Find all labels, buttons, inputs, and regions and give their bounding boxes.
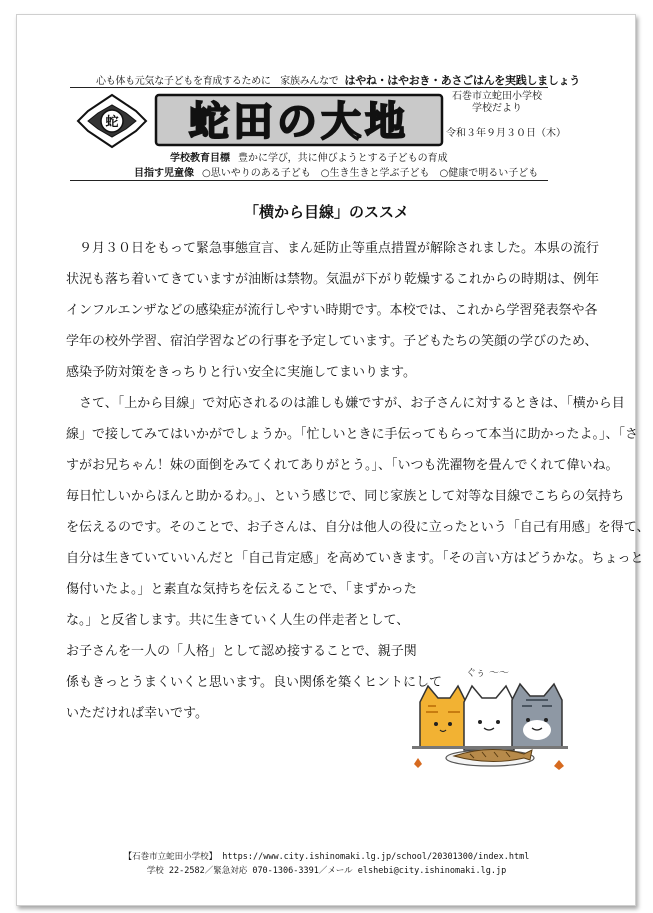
body-line: 傷付いたよ。」と素直な気持ちを伝えることで、「まずかった [66, 582, 417, 597]
body-line: な。」と反省します。共に生きていく人生の伴走者として、 [66, 613, 410, 628]
body-line: ９月３０日をもって緊急事態宣言、まん延防止等重点措置が解除されました。本県の流行 [66, 241, 600, 256]
school-emblem-icon [78, 95, 146, 147]
white-cat-icon [464, 686, 514, 750]
ideal-child [134, 164, 548, 179]
leaf-icon [414, 758, 422, 768]
grilled-fish-icon [446, 749, 534, 766]
footer-url: 【石巻市立蛇田小学校】 https://www.city.ishinomaki.lg.jp/school/20301300/index.html [123, 852, 530, 862]
body-line: 状況も落ち着いてきていますが油断は禁物。気温が下がり乾燥するこれからの時期は、例年 [66, 272, 600, 287]
school-name: 石巻市立蛇田小学校 [452, 91, 542, 102]
table-edge [412, 746, 568, 749]
cats-fish-illustration [404, 640, 572, 782]
body-line: 学年の校外学習、宿泊学習などの行事を予定しています。子どもたちの笑顔の学びのため、 [66, 334, 598, 349]
body-line: すがお兄ちゃん！妹の面倒をみてくれてありがとう。」、「いつも洗濯物を畳んでくれて偉いね。 [66, 458, 619, 473]
goal-label: 学校教育目標 [170, 153, 230, 164]
header-top-rule [70, 87, 548, 88]
header-tagline [96, 72, 580, 88]
child-item: ○思いやりのある子ども [202, 168, 311, 179]
body-line: 係もきっとうまくいくと思います。良い関係を築くヒントにして [66, 675, 442, 690]
masthead-title: 蛇田の大地 [189, 99, 409, 145]
tagline-bold: はやね・はやおき・あさごはんを実践しましょう [344, 74, 580, 87]
emblem-char: 蛇 [105, 115, 119, 130]
body-line: を伝えるのです。そのことで、お子さんは、自分は他人の役に立ったという「自己有用感」を得て、 [66, 520, 650, 535]
body-line: 線」で接してみてはいかがでしょうか。「忙しいときに手伝ってもらって本当に助かったよ。」、「さ [66, 427, 639, 442]
school-goal [170, 149, 448, 164]
goal-text: 豊かに学び，共に伸びようとする子どもの育成 [238, 153, 448, 164]
article-title: 「横から目線」のススメ [243, 203, 409, 221]
newsletter-label: 学校だより [472, 103, 522, 114]
child-item: ○健康で明るい子ども [439, 168, 539, 179]
stomach-growl-text: ぐぅ 〜〜 [466, 668, 509, 679]
orange-cat-icon [420, 686, 466, 748]
body-line: 自分は生きていていいんだと「自己肯定感」を高めていきます。「その言い方はどうかな。ちょっと [66, 551, 644, 566]
school-info [452, 91, 542, 115]
child-label: 目指す児童像 [134, 168, 194, 179]
body-line: お子さんを一人の「人格」として認め接することで、親子関 [66, 644, 417, 659]
grey-cat-icon [512, 684, 562, 748]
footer-contact: 学校 22-2582／緊急対応 070-1306-3391／メール elshebi@city.ishinomaki.lg.jp [146, 866, 507, 876]
body-line: 感染予防対策をきっちりと行い安全に実施してまいります。 [66, 365, 416, 380]
body-line: インフルエンザなどの感染症が流行しやすい時期です。本校では、これから学習発表祭や各 [66, 303, 598, 318]
body-line: さて、「上から目線」で対応されるのは誰しも嫌ですが、お子さんに対するときは、「横から目 [66, 396, 625, 411]
masthead [76, 93, 446, 149]
child-item: ○生き生きと学ぶ子ども [320, 168, 430, 179]
header-bottom-rule [70, 180, 548, 181]
leaf-icon [554, 760, 564, 770]
tagline-prefix: 心も体も元気な子どもを育成するために 家族みんなで [96, 76, 339, 87]
body-line: いただければ幸いです。 [66, 706, 208, 721]
issue-date: 令和３年９月３０日（木） [446, 128, 566, 139]
body-line: 毎日忙しいからほんと助かるわ。」、という感じで、同じ家族として対等な目線でこちらの気持ち [66, 489, 625, 504]
